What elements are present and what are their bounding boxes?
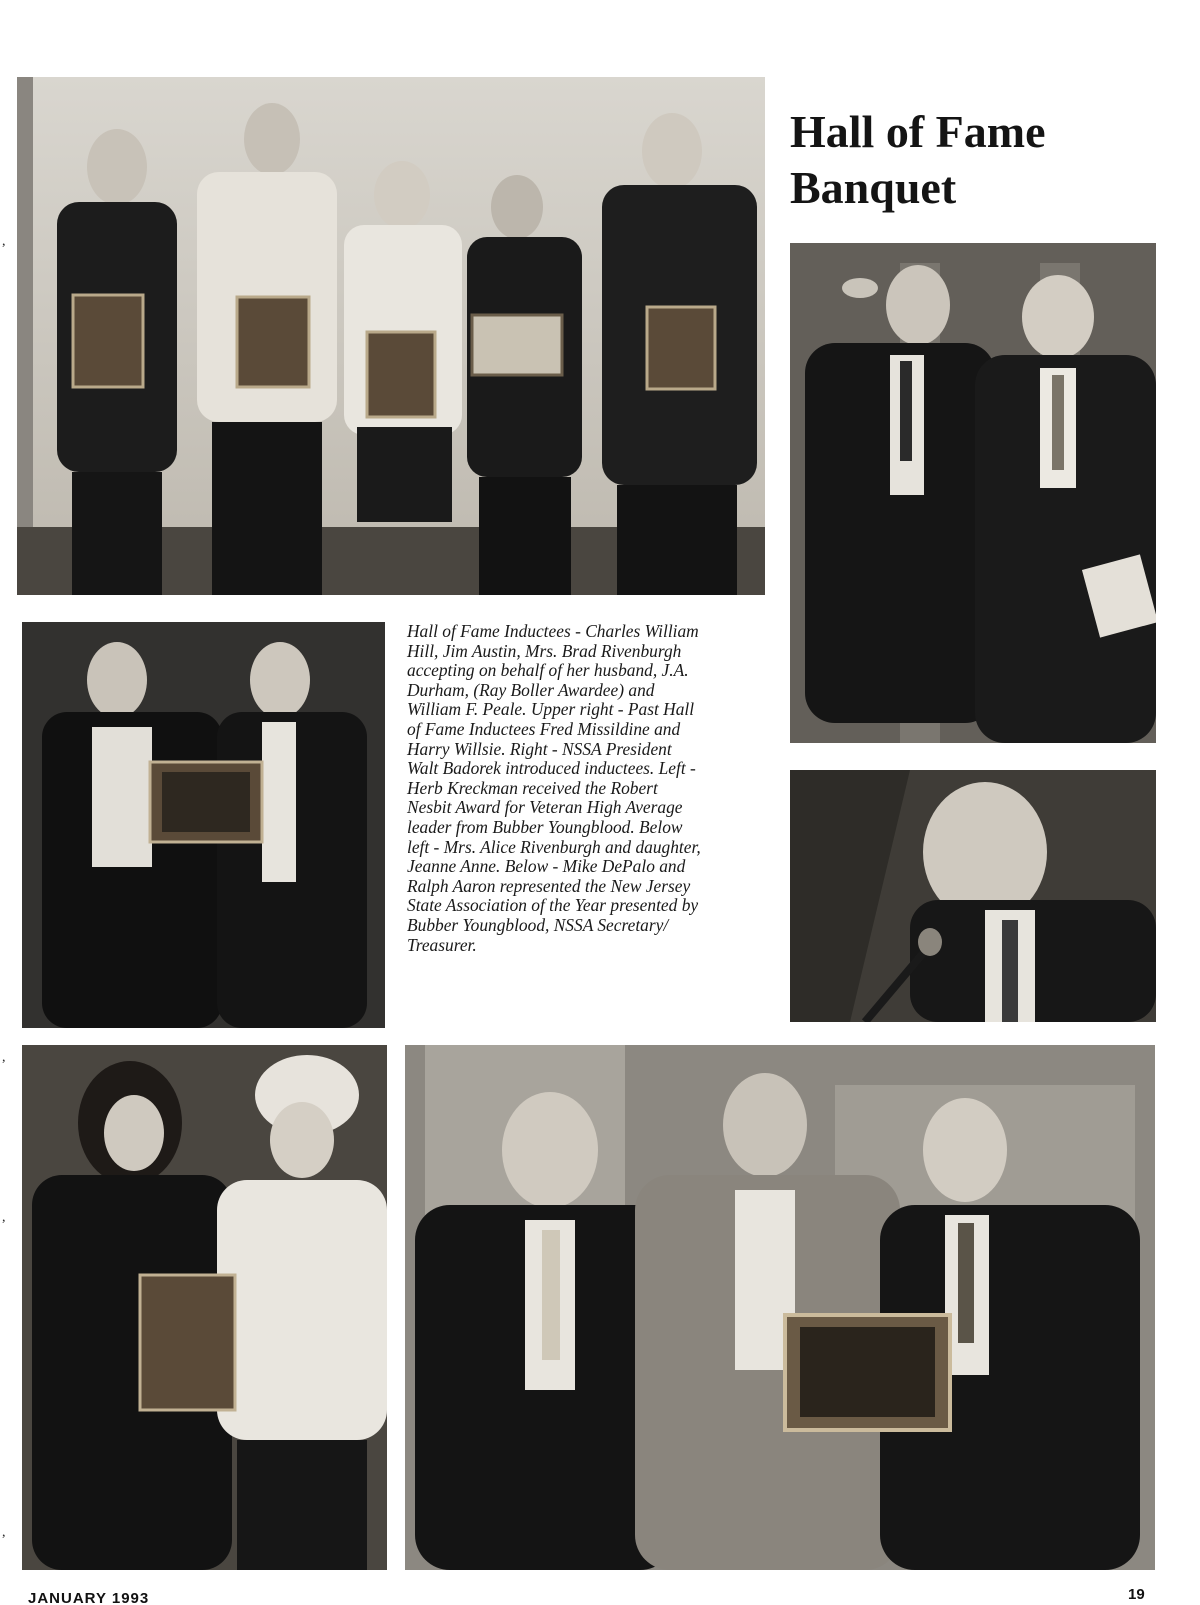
caption-line: Walt Badorek introduced inductees. Left - [407, 758, 696, 779]
photo-caption [407, 622, 767, 955]
page-headline [790, 104, 1170, 216]
caption-line: William F. Peale. Upper right - Past Hall [407, 699, 695, 720]
photo-state-association-award [405, 1045, 1155, 1570]
footer-page-number: 19 [1128, 1586, 1145, 1603]
photo-past-inductees-image [790, 243, 1156, 743]
caption-line: of Fame Inductees Fred Missildine and [407, 718, 681, 739]
caption-line: Durham, (Ray Boller Awardee) and [407, 679, 655, 700]
binder-mark: , [2, 1525, 6, 1540]
caption-line: Treasurer. [407, 934, 477, 955]
photo-president-speaking [790, 770, 1156, 1022]
caption-line: Harry Willsie. Right - NSSA President [407, 738, 672, 759]
photo-inductees-image [17, 77, 765, 595]
caption-line: Jeanne Anne. Below - Mike DePalo and [407, 856, 686, 877]
caption-line: left - Mrs. Alice Rivenburgh and daughter, [407, 836, 701, 857]
caption-line: Herb Kreckman received the Robert [407, 777, 658, 798]
caption-line: Hill, Jim Austin, Mrs. Brad Rivenburgh [407, 640, 682, 661]
caption-line: Nesbit Award for Veteran High Average [407, 797, 683, 818]
binder-mark: , [2, 234, 6, 249]
caption-line: Ralph Aaron represented the New Jersey [407, 875, 691, 896]
photo-past-inductees [790, 243, 1156, 743]
photo-nesbit-award-image [22, 622, 385, 1028]
photo-nesbit-award [22, 622, 385, 1028]
headline-line-1: Hall of Fame [790, 106, 1046, 157]
caption-line: leader from Bubber Youngblood. Below [407, 816, 683, 837]
photo-hall-of-fame-inductees [17, 77, 765, 595]
caption-line: Hall of Fame Inductees - Charles William [407, 621, 699, 641]
binder-mark: , [2, 1050, 6, 1065]
photo-rivenburgh-family-image [22, 1045, 387, 1570]
caption-line: Bubber Youngblood, NSSA Secretary/ [407, 914, 669, 935]
footer-issue-date: JANUARY 1993 [28, 1591, 150, 1605]
headline-line-2: Banquet [790, 162, 957, 213]
caption-line: accepting on behalf of her husband, J.A. [407, 660, 689, 681]
caption-line: State Association of the Year presented by [407, 895, 699, 916]
photo-president-speaking-image [790, 770, 1156, 1022]
photo-state-association-award-image [405, 1045, 1155, 1570]
binder-mark: , [2, 1210, 6, 1225]
photo-rivenburgh-family [22, 1045, 387, 1570]
